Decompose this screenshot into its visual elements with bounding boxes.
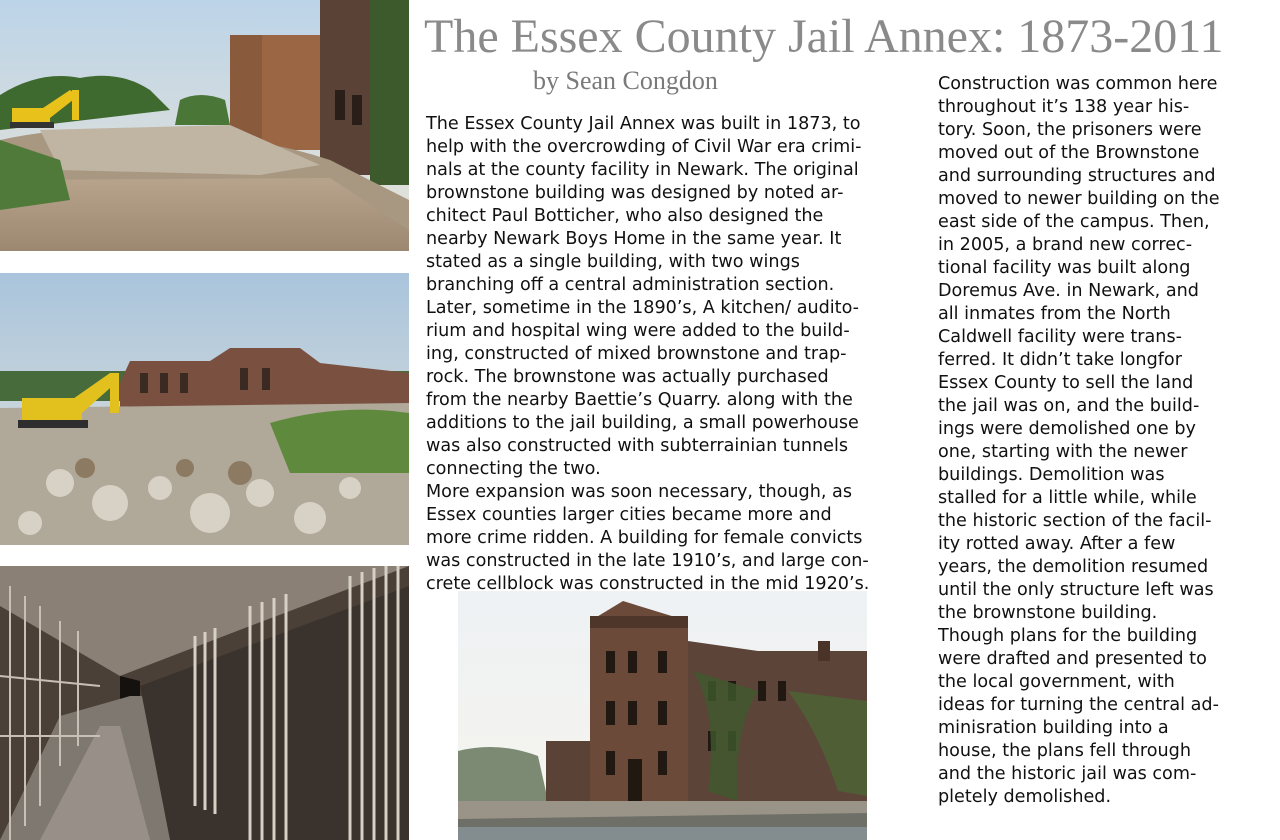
photo-cellblock — [0, 566, 409, 840]
text-line: The Essex County Jail Annex was built in 1873, to — [426, 114, 861, 134]
text-line: more crime ridden. A building for female convicts — [426, 528, 863, 548]
text-line: Though plans for the building — [938, 626, 1198, 646]
text-line: and the historic jail was com- — [938, 764, 1197, 784]
text-line: nearby Newark Boys Home in the same year. It — [426, 229, 842, 249]
text-line: until the only structure left was — [938, 580, 1214, 600]
text-line: moved out of the Brownstone — [938, 143, 1200, 163]
text-line: was also constructed with subterrainian tunnels — [426, 436, 849, 456]
text-line: Construction was common here — [938, 74, 1218, 94]
text-line: stalled for a little while, while — [938, 488, 1197, 508]
right-text-column — [938, 73, 1220, 809]
text-line: one, starting with the newer — [938, 442, 1188, 462]
photo-demolition-rubble — [0, 273, 409, 545]
text-line: in 2005, a brand new correc- — [938, 235, 1193, 255]
text-line: nals at the county facility in Newark. The original — [426, 160, 859, 180]
text-line: More expansion was soon necessary, though, as — [426, 482, 852, 502]
text-line: minisration building into a — [938, 718, 1169, 738]
text-line: ferred. It didn’t take longfor — [938, 350, 1182, 370]
text-line: tional facility was built along — [938, 258, 1191, 278]
text-line: tory. Soon, the prisoners were — [938, 120, 1202, 140]
text-line: ity rotted away. After a few — [938, 534, 1176, 554]
text-line: ings were demolished one by — [938, 419, 1196, 439]
text-line: the jail was on, and the build- — [938, 396, 1200, 416]
text-line: stated as a single building, with two wings — [426, 252, 800, 272]
photo-demolition-road — [0, 0, 409, 251]
text-line: from the nearby Baettie’s Quarry. along with the — [426, 390, 853, 410]
text-line: help with the overcrowding of Civil War era crimi- — [426, 137, 862, 157]
text-line: ing, constructed of mixed brownstone and trap- — [426, 344, 847, 364]
text-line: the brownstone building. — [938, 603, 1158, 623]
text-line: house, the plans fell through — [938, 741, 1191, 761]
text-line: Doremus Ave. in Newark, and — [938, 281, 1199, 301]
text-line: were drafted and presented to — [938, 649, 1207, 669]
text-line: was constructed in the late 1910’s, and large con- — [426, 551, 869, 571]
text-line: the local government, with — [938, 672, 1175, 692]
text-line: chitect Paul Botticher, who also designed the — [426, 206, 824, 226]
article-title: The Essex County Jail Annex: 1873-2011 — [424, 10, 1224, 63]
text-line: the historic section of the facil- — [938, 511, 1212, 531]
text-line: buildings. Demolition was — [938, 465, 1165, 485]
text-line: pletely demolished. — [938, 787, 1112, 807]
article-byline: by Sean Congdon — [533, 66, 718, 95]
text-line: years, the demolition resumed — [938, 557, 1209, 577]
text-line: and surrounding structures and — [938, 166, 1216, 186]
left-text-column — [426, 113, 869, 596]
text-line: ideas for turning the central ad- — [938, 695, 1219, 715]
text-line: connecting the two. — [426, 459, 601, 479]
text-line: Later, sometime in the 1890’s, A kitchen/ audito- — [426, 298, 860, 318]
text-line: rium and hospital wing were added to the build- — [426, 321, 850, 341]
text-line: crete cellblock was constructed in the mid 1920’s. — [426, 574, 870, 594]
text-line: branching off a central administration section. — [426, 275, 835, 295]
text-line: throughout it’s 138 year his- — [938, 97, 1190, 117]
text-line: east side of the campus. Then, — [938, 212, 1210, 232]
text-line: Caldwell facility were trans- — [938, 327, 1182, 347]
text-line: moved to newer building on the — [938, 189, 1220, 209]
text-line: brownstone building was designed by noted ar- — [426, 183, 844, 203]
photo-brownstone — [458, 591, 867, 840]
text-line: rock. The brownstone was actually purchased — [426, 367, 829, 387]
text-line: additions to the jail building, a small powerhouse — [426, 413, 859, 433]
text-line: all inmates from the North — [938, 304, 1171, 324]
text-line: Essex counties larger cities became more and — [426, 505, 832, 525]
text-line: Essex County to sell the land — [938, 373, 1194, 393]
